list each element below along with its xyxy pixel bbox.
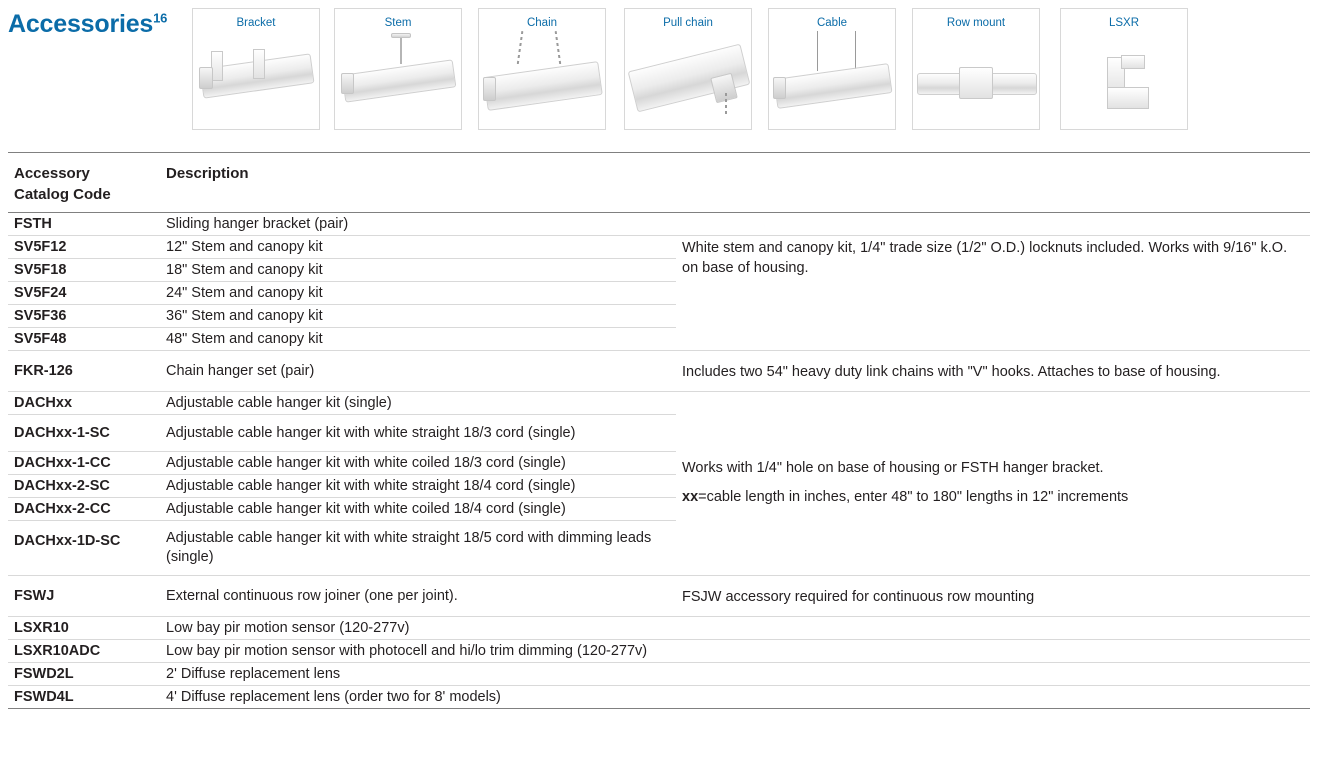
fixture-rowmount-icon	[913, 31, 1039, 125]
thumbnail-caption: Stem	[384, 17, 412, 29]
row-code: SV5F12	[8, 236, 160, 259]
row-code: SV5F36	[8, 305, 160, 328]
row-code: FSWD4L	[8, 685, 160, 708]
fixture-bracket-icon	[193, 31, 319, 125]
thumbnail-chain	[478, 8, 606, 130]
thumbnail-caption: Chain	[526, 17, 558, 29]
row-code: SV5F24	[8, 282, 160, 305]
table-row	[8, 575, 1310, 616]
row-description: 24" Stem and canopy kit	[160, 282, 676, 305]
page-title-text: Accessories	[8, 10, 154, 38]
lsxr-sensor-icon	[1061, 31, 1187, 125]
note-cable-hanger-line2	[682, 488, 1304, 508]
note-chain-hanger	[676, 351, 1310, 392]
note-cable-hanger-line2-rest: =cable length in inches, enter 48" to 180" lengths in 12" increments	[698, 489, 1129, 506]
column-header-code	[8, 153, 160, 213]
thumbnail-caption: Pull chain	[663, 17, 713, 29]
note-row-joiner-text: FSJW accessory required for continuous row mounting	[682, 588, 1035, 605]
row-code: DACHxx-2-CC	[8, 498, 160, 521]
row-code: FSWD2L	[8, 662, 160, 685]
row-description: Adjustable cable hanger kit with white straight 18/5 cord with dimming leads (single)	[160, 521, 676, 576]
accessory-gallery	[0, 0, 1318, 140]
table-row	[8, 213, 1310, 236]
row-description: 2' Diffuse replacement lens	[160, 662, 1310, 685]
row-code: DACHxx-1-CC	[8, 452, 160, 475]
row-code: FSTH	[8, 213, 160, 236]
note-stem-canopy-text: White stem and canopy kit, 1/4" trade size (1/2" O.D.) locknuts included. Works with 9/16" k.O. on base of housing.	[682, 240, 1288, 276]
note-row-joiner	[676, 575, 1310, 616]
thumbnail-pull-chain	[624, 8, 752, 130]
thumbnail-stem	[334, 8, 462, 130]
table-row	[8, 685, 1310, 708]
row-description: 4' Diffuse replacement lens (order two for 8' models)	[160, 685, 1310, 708]
note-stem-canopy	[676, 236, 1310, 351]
thumbnail-caption: LSXR	[1108, 17, 1140, 29]
row-description: Adjustable cable hanger kit with white straight 18/3 cord (single)	[160, 415, 676, 452]
table-header-row	[8, 153, 1310, 213]
row-description: 36" Stem and canopy kit	[160, 305, 676, 328]
table-row	[8, 616, 1310, 639]
column-header-notes	[676, 153, 1310, 213]
thumbnail-cable	[768, 8, 896, 130]
thumbnail-lsxr	[1060, 8, 1188, 130]
row-description: Adjustable cable hanger kit (single)	[160, 392, 676, 415]
fixture-pullchain-icon	[625, 31, 751, 125]
row-code: DACHxx-1-SC	[8, 415, 160, 452]
page-title	[8, 10, 167, 39]
row-description: Adjustable cable hanger kit with white straight 18/4 cord (single)	[160, 475, 676, 498]
thumbnail-row-mount	[912, 8, 1040, 130]
row-description: 18" Stem and canopy kit	[160, 259, 676, 282]
note-cable-hanger	[676, 392, 1310, 576]
column-header-description: Description	[160, 153, 676, 213]
fixture-cable-icon	[769, 31, 895, 125]
note-chain-hanger-text: Includes two 54" heavy duty link chains with "V" hooks. Attaches to base of housing.	[682, 364, 1221, 380]
row-code: DACHxx-2-SC	[8, 475, 160, 498]
row-code: LSXR10	[8, 616, 160, 639]
table-row	[8, 639, 1310, 662]
row-note	[676, 213, 1310, 236]
row-description: 12" Stem and canopy kit	[160, 236, 676, 259]
row-code: FSWJ	[8, 575, 160, 616]
row-description: External continuous row joiner (one per joint).	[160, 575, 676, 616]
row-description: Sliding hanger bracket (pair)	[160, 213, 676, 236]
thumbnail-caption: Bracket	[236, 17, 276, 29]
note-cable-hanger-line1: Works with 1/4" hole on base of housing or FSTH hanger bracket.	[682, 459, 1104, 476]
row-description: 48" Stem and canopy kit	[160, 328, 676, 351]
thumbnail-caption: Cable	[816, 17, 848, 29]
row-code: FKR-126	[8, 351, 160, 392]
fixture-stem-icon	[335, 31, 461, 125]
column-header-code-line1: Accessory	[14, 165, 90, 182]
table-row	[8, 662, 1310, 685]
row-description: Chain hanger set (pair)	[160, 351, 676, 392]
row-code: DACHxx-1D-SC	[8, 521, 160, 576]
thumbnail-caption: Row mount	[946, 17, 1006, 29]
table-row	[8, 236, 1310, 259]
fixture-chain-icon	[479, 31, 605, 125]
row-description: Adjustable cable hanger kit with white coiled 18/4 cord (single)	[160, 498, 676, 521]
note-cable-hanger-xx: xx	[682, 489, 699, 506]
row-code: SV5F48	[8, 328, 160, 351]
column-header-code-line2: Catalog Code	[14, 186, 111, 203]
accessories-table	[8, 152, 1310, 709]
table-row	[8, 351, 1310, 392]
table-row	[8, 392, 1310, 415]
row-description: Adjustable cable hanger kit with white coiled 18/3 cord (single)	[160, 452, 676, 475]
row-code: SV5F18	[8, 259, 160, 282]
page-title-superscript: 16	[153, 10, 168, 26]
thumbnail-bracket	[192, 8, 320, 130]
row-code: LSXR10ADC	[8, 639, 160, 662]
row-code: DACHxx	[8, 392, 160, 415]
row-description: Low bay pir motion sensor with photocell and hi/lo trim dimming (120-277v)	[160, 639, 1310, 662]
row-description: Low bay pir motion sensor (120-277v)	[160, 616, 1310, 639]
